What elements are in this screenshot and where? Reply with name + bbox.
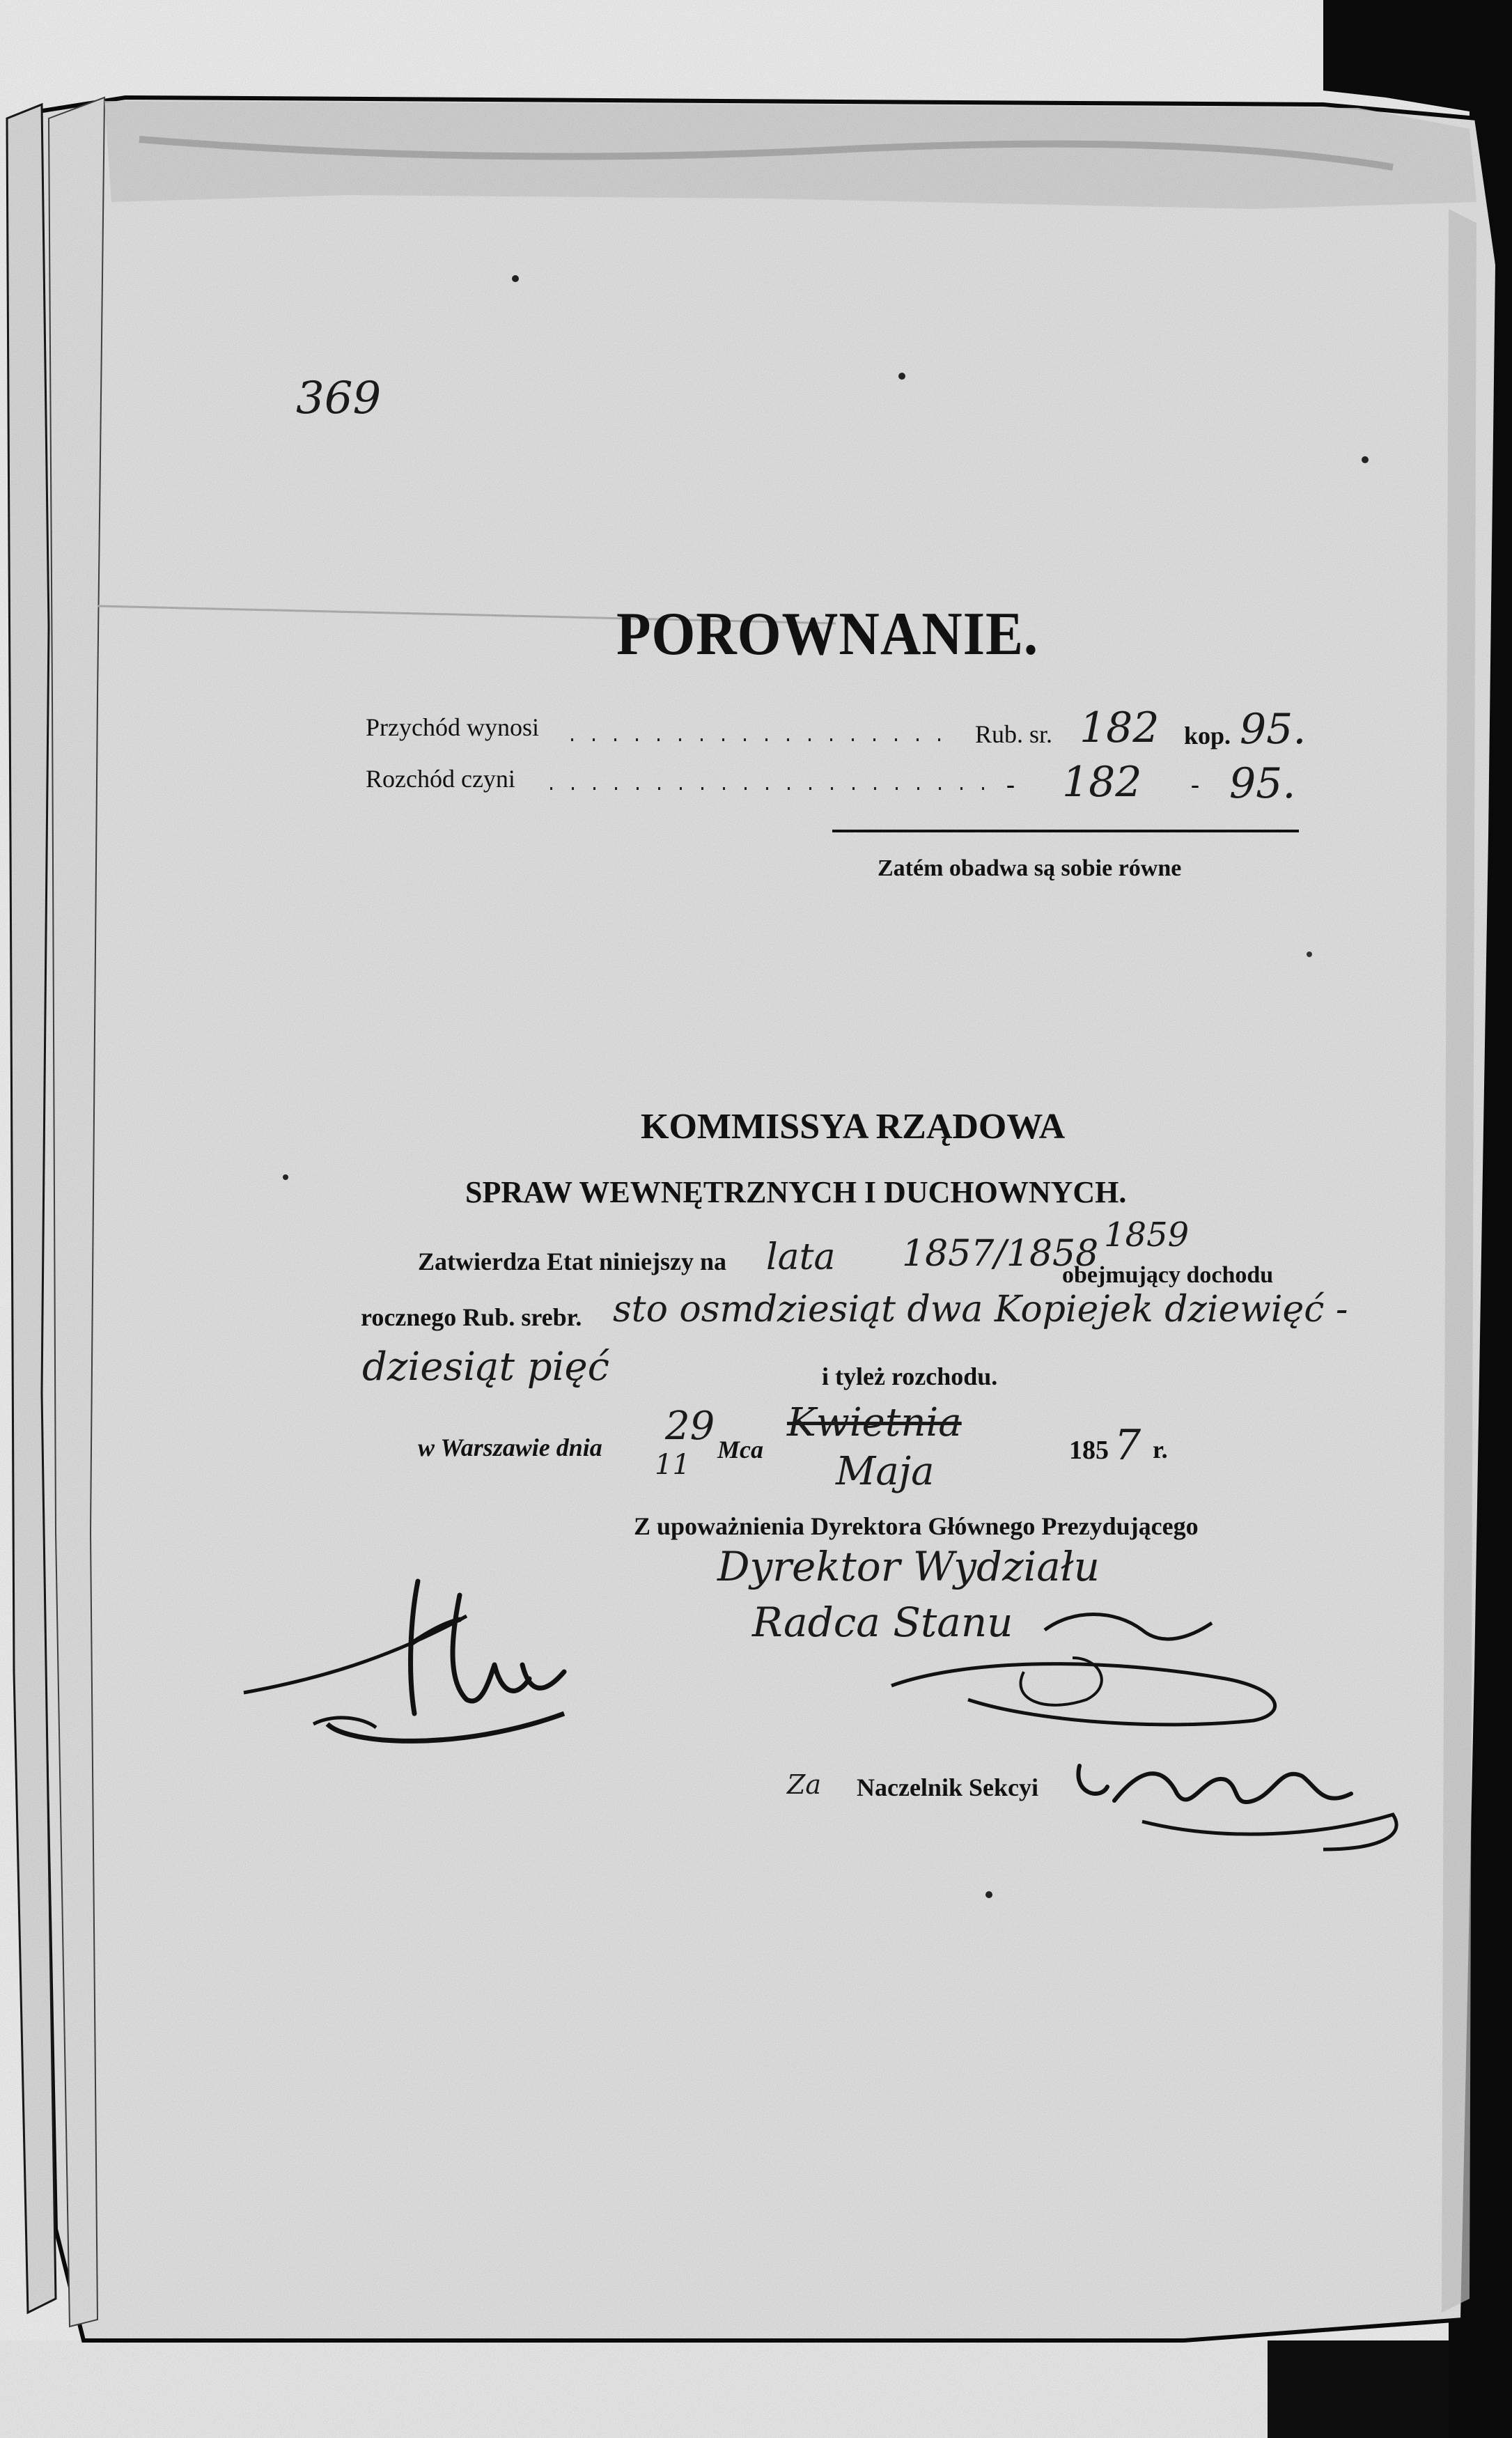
folio-number: 369 (296, 373, 382, 424)
kop-label: kop. (1184, 722, 1231, 750)
date-place: w Warszawie dnia (418, 1434, 602, 1461)
signature-left (237, 1553, 627, 1748)
date-month-label: Mca (717, 1436, 763, 1463)
income-rubles: 182 (1080, 704, 1160, 752)
signature-section-chief (1059, 1738, 1421, 1863)
commission-name-line2: SPRAW WEWNĘTRZNYCH I DUCHOWNYCH. (465, 1175, 1127, 1209)
date-day-corrected: 11 (655, 1449, 690, 1481)
date-year-abbrev: r. (1153, 1436, 1168, 1463)
same-expense-text: i tyleż rozchodu. (822, 1362, 998, 1390)
income-label: Przychód wynosi (366, 713, 539, 741)
commission-name-line1: KOMMISSYA RZĄDOWA (641, 1107, 1066, 1147)
date-year-prefix: 185 (1069, 1436, 1109, 1465)
amount-words-line2: dziesiąt pięć (362, 1344, 610, 1390)
annual-text: rocznego Rub. srebr. (361, 1303, 582, 1331)
balance-conclusion: Zatém obadwa są sobie równe (878, 855, 1182, 881)
approval-years-extra: 1859 (1104, 1216, 1190, 1255)
approval-years: 1857/1858 (902, 1233, 1099, 1275)
section-chief-prefix: Za (787, 1769, 822, 1800)
covering-text: obejmujący dochodu (1062, 1262, 1274, 1288)
currency-label: Rub. sr. (975, 720, 1053, 748)
date-day: 29 (665, 1404, 715, 1449)
director-title-line1: Dyrektor Wydziału (717, 1543, 1100, 1590)
expense-dash: - (1006, 770, 1015, 798)
approval-years-word: lata (766, 1236, 836, 1278)
expense-rubles: 182 (1062, 758, 1142, 807)
authorization-text: Z upoważnienia Dyrektora Głównego Prezydującego (634, 1512, 1199, 1540)
expense-kop-dash: - (1191, 770, 1199, 798)
signature-director (864, 1581, 1316, 1741)
expense-label: Rozchód czyni (366, 765, 515, 793)
date-year-suffix: 7 (1114, 1421, 1141, 1470)
date-month-corrected: Maja (836, 1449, 935, 1494)
date-month-struck: Kwietnia (787, 1400, 962, 1445)
income-kopecks: 95. (1240, 705, 1307, 754)
expense-kopecks: 95. (1229, 759, 1296, 808)
director-title-line2: Radca Stanu (752, 1599, 1013, 1646)
comparison-title: POROWNANIE. (616, 600, 1039, 668)
amount-words-line1: sto osmdziesiąt dwa Kopiejek dziewięć - (613, 1289, 1348, 1330)
approval-text: Zatwierdza Etat niniejszy na (418, 1248, 726, 1275)
section-chief-label: Naczelnik Sekcyi (857, 1773, 1038, 1801)
